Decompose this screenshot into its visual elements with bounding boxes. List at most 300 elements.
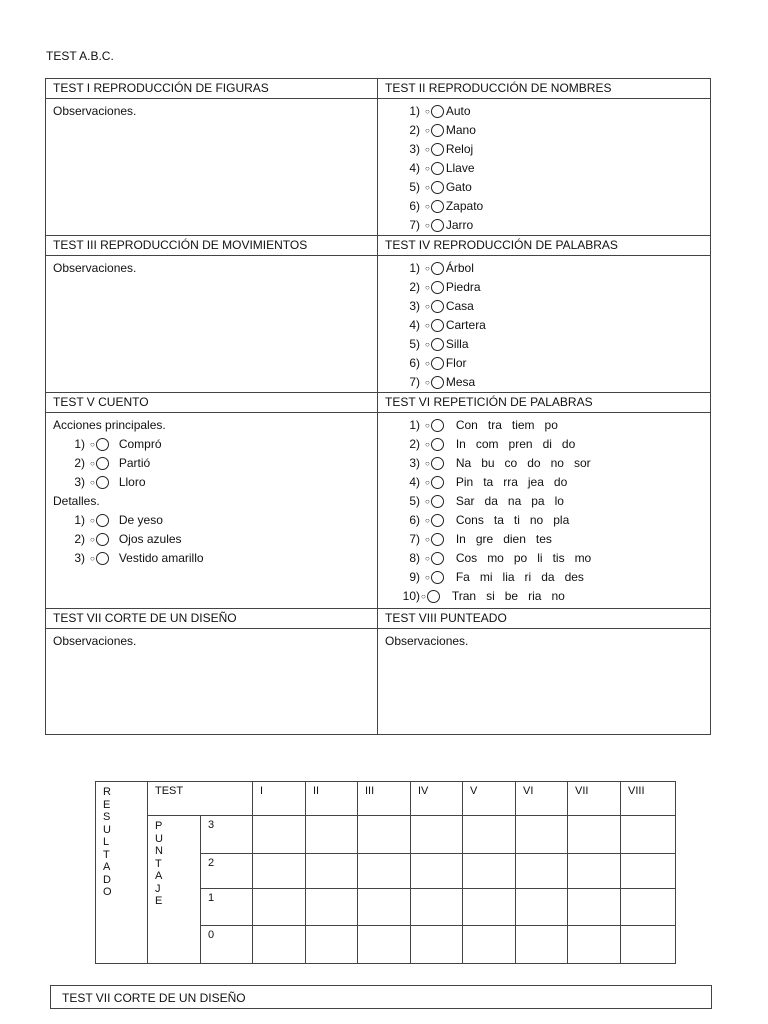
- test-5-header: TEST V CUENTO: [46, 393, 378, 413]
- resultado-letter: O: [103, 886, 112, 898]
- test-7-header: TEST VII CORTE DE UN DISEÑO: [46, 609, 378, 629]
- test-column-header: IV: [411, 782, 463, 816]
- item-number: 4): [409, 318, 420, 332]
- item-number: 2): [409, 280, 420, 294]
- large-circle-icon[interactable]: [96, 457, 109, 470]
- test-column-header: I: [253, 782, 306, 816]
- syllable: In: [455, 437, 466, 451]
- puntaje-letter: N: [155, 845, 163, 857]
- syllable: rra: [503, 475, 518, 489]
- item-word: Ojos azules: [118, 532, 182, 546]
- item-number: 7): [409, 375, 420, 389]
- score-cell[interactable]: [463, 926, 516, 964]
- item-number: 7): [409, 532, 420, 546]
- small-circle-icon[interactable]: ○: [425, 421, 430, 430]
- syllable: Sar: [455, 494, 475, 508]
- answer-bubbles: [425, 354, 444, 373]
- small-circle-icon[interactable]: ○: [425, 440, 430, 449]
- item-word: Mano: [445, 123, 476, 137]
- syllable: ri: [524, 570, 532, 584]
- syllables: [456, 530, 552, 549]
- test-3-observaciones: Observaciones.: [46, 256, 378, 393]
- syllables: [452, 587, 565, 606]
- item-number: 2): [409, 123, 420, 137]
- list-item: [378, 454, 710, 473]
- syllable: pla: [553, 513, 570, 527]
- large-circle-icon[interactable]: [431, 281, 444, 294]
- large-circle-icon[interactable]: [431, 124, 444, 137]
- small-circle-icon[interactable]: ○: [425, 535, 430, 544]
- small-circle-icon[interactable]: ○: [425, 554, 430, 563]
- list-item: [46, 511, 377, 530]
- item-word: Compró: [118, 437, 162, 451]
- list-item: [378, 492, 710, 511]
- list-item: [46, 454, 377, 473]
- resultado-letter: A: [103, 861, 111, 873]
- syllable: tra: [487, 418, 502, 432]
- syllable: Tran: [451, 589, 477, 603]
- answer-bubbles: [425, 549, 444, 568]
- small-circle-icon[interactable]: ○: [425, 321, 430, 330]
- small-circle-icon[interactable]: ○: [425, 340, 430, 349]
- large-circle-icon[interactable]: [431, 300, 444, 313]
- list-item: [378, 297, 710, 316]
- list-item: [378, 140, 710, 159]
- list-item: [378, 316, 710, 335]
- large-circle-icon[interactable]: [431, 262, 444, 275]
- puntaje-letter: P: [155, 820, 163, 832]
- score-cell[interactable]: [568, 889, 621, 926]
- item-number: 4): [409, 161, 420, 175]
- test-2-cell: [378, 99, 711, 236]
- small-circle-icon[interactable]: ○: [425, 283, 430, 292]
- syllable: po: [513, 551, 528, 565]
- list-item: [378, 587, 710, 606]
- answer-bubbles: [90, 530, 109, 549]
- item-number: 1): [409, 418, 420, 432]
- answer-bubbles: [425, 568, 444, 587]
- syllables: [456, 416, 558, 435]
- small-circle-icon[interactable]: ○: [90, 440, 95, 449]
- large-circle-icon[interactable]: [431, 181, 444, 194]
- answer-bubbles: [425, 102, 444, 121]
- item-word: Jarro: [445, 218, 474, 232]
- syllable: do: [561, 437, 576, 451]
- small-circle-icon[interactable]: ○: [90, 535, 95, 544]
- item-word: Reloj: [445, 142, 474, 156]
- list-item: [46, 473, 377, 492]
- small-circle-icon[interactable]: ○: [425, 126, 430, 135]
- syllables: [456, 568, 584, 587]
- answer-bubbles: [425, 278, 444, 297]
- score-cell[interactable]: [253, 926, 306, 964]
- item-word: Cartera: [445, 318, 486, 332]
- syllable: ti: [513, 513, 520, 527]
- resultado-letter: R: [103, 786, 111, 798]
- list-item: [378, 335, 710, 354]
- small-circle-icon[interactable]: ○: [425, 302, 430, 311]
- item-word: Flor: [445, 356, 467, 370]
- list-item: [378, 568, 710, 587]
- resultado-letter: U: [103, 823, 111, 836]
- syllable: mi: [479, 570, 493, 584]
- small-circle-icon[interactable]: ○: [425, 202, 430, 211]
- item-word: Llave: [445, 161, 475, 175]
- item-word: Lloro: [118, 475, 146, 489]
- answer-bubbles: [425, 435, 444, 454]
- score-cell[interactable]: [306, 854, 358, 889]
- item-word: Gato: [445, 180, 472, 194]
- score-cell[interactable]: [463, 889, 516, 926]
- large-circle-icon[interactable]: [431, 319, 444, 332]
- small-circle-icon[interactable]: ○: [425, 459, 430, 468]
- item-word: Silla: [445, 337, 469, 351]
- syllable: des: [564, 570, 584, 584]
- answer-bubbles: [425, 121, 444, 140]
- test-column-header: V: [463, 782, 516, 816]
- syllable: Fa: [455, 570, 470, 584]
- item-word: Partió: [118, 456, 151, 470]
- test-8-header: TEST VIII PUNTEADO: [378, 609, 711, 629]
- score-cell[interactable]: [253, 816, 306, 854]
- syllable: si: [486, 589, 495, 603]
- acciones-label: Acciones principales.: [53, 418, 166, 432]
- item-number: 3): [409, 142, 420, 156]
- answer-bubbles: [90, 473, 109, 492]
- item-number: 8): [409, 551, 420, 565]
- test-6-cell: [378, 413, 711, 609]
- puntaje-letter: J: [155, 882, 161, 895]
- item-number: 1): [409, 104, 420, 118]
- list-item: [378, 159, 710, 178]
- answer-bubbles: [421, 587, 440, 606]
- answer-bubbles: [90, 511, 109, 530]
- syllable: do: [553, 475, 568, 489]
- answer-bubbles: [425, 259, 444, 278]
- document-title: TEST A.B.C.: [46, 49, 114, 63]
- large-circle-icon[interactable]: [431, 514, 444, 527]
- answer-bubbles: [425, 511, 444, 530]
- small-circle-icon[interactable]: ○: [421, 592, 426, 601]
- large-circle-icon[interactable]: [431, 438, 444, 451]
- syllable: Cons: [455, 513, 484, 527]
- resultado-vertical-label: [96, 782, 148, 964]
- answer-bubbles: [425, 178, 444, 197]
- syllable: lo: [554, 494, 564, 508]
- score-cell[interactable]: [358, 854, 411, 889]
- answer-bubbles: [425, 216, 444, 235]
- syllable: mo: [574, 551, 592, 565]
- small-circle-icon[interactable]: ○: [425, 378, 430, 387]
- large-circle-icon[interactable]: [431, 457, 444, 470]
- score-cell[interactable]: [621, 854, 676, 889]
- list-item: [46, 549, 377, 568]
- small-circle-icon[interactable]: ○: [425, 359, 430, 368]
- syllables: [456, 473, 567, 492]
- large-circle-icon[interactable]: [96, 514, 109, 527]
- syllable: li: [537, 551, 543, 565]
- palabras-list: [378, 256, 710, 392]
- list-item: [378, 102, 710, 121]
- test-8-observaciones: Observaciones.: [378, 629, 711, 735]
- test-4-cell: [378, 256, 711, 393]
- score-cell[interactable]: [306, 926, 358, 964]
- small-circle-icon[interactable]: ○: [425, 264, 430, 273]
- item-word: Auto: [445, 104, 471, 118]
- syllable: pren: [508, 437, 533, 451]
- syllable: ria: [528, 589, 542, 603]
- small-circle-icon[interactable]: ○: [90, 516, 95, 525]
- small-circle-icon[interactable]: ○: [90, 554, 95, 563]
- item-word: De yeso: [118, 513, 163, 527]
- score-cell[interactable]: [568, 854, 621, 889]
- item-number: 3): [74, 551, 85, 565]
- syllable: com: [475, 437, 499, 451]
- syllable: da: [484, 494, 498, 508]
- large-circle-icon[interactable]: [431, 552, 444, 565]
- item-number: 6): [409, 513, 420, 527]
- results-table: [95, 781, 676, 964]
- repeticion-list: [378, 413, 710, 606]
- syllable: In: [455, 532, 466, 546]
- resultado-letter: D: [103, 873, 111, 886]
- score-cell[interactable]: [568, 926, 621, 964]
- acciones-list: [46, 435, 377, 492]
- test-column-header: VII: [568, 782, 621, 816]
- small-circle-icon[interactable]: ○: [425, 145, 430, 154]
- test-1-observaciones: Observaciones.: [46, 99, 378, 236]
- score-value: 0: [201, 926, 253, 964]
- score-cell[interactable]: [463, 854, 516, 889]
- test-grid: [45, 78, 711, 735]
- syllable: gre: [475, 532, 494, 546]
- syllable: jea: [527, 475, 544, 489]
- list-item: [378, 121, 710, 140]
- large-circle-icon[interactable]: [431, 105, 444, 118]
- score-cell[interactable]: [411, 926, 463, 964]
- small-circle-icon[interactable]: ○: [425, 164, 430, 173]
- item-number: 6): [409, 199, 420, 213]
- syllable: no: [551, 589, 565, 603]
- puntaje-letter: E: [155, 895, 163, 907]
- list-item: [378, 178, 710, 197]
- syllable: bu: [481, 456, 495, 470]
- puntaje-letter: U: [155, 832, 163, 845]
- syllable: tis: [552, 551, 565, 565]
- small-circle-icon[interactable]: ○: [90, 478, 95, 487]
- score-cell[interactable]: [516, 816, 568, 854]
- syllable: mo: [487, 551, 504, 565]
- test-column-header: VI: [516, 782, 568, 816]
- answer-bubbles: [425, 159, 444, 178]
- large-circle-icon[interactable]: [431, 571, 444, 584]
- large-circle-icon[interactable]: [431, 162, 444, 175]
- score-cell[interactable]: [621, 926, 676, 964]
- large-circle-icon[interactable]: [431, 219, 444, 232]
- list-item: [378, 549, 710, 568]
- test-7-observaciones: Observaciones.: [46, 629, 378, 735]
- score-cell[interactable]: [411, 854, 463, 889]
- item-number: 9): [409, 570, 420, 584]
- item-word: Vestido amarillo: [118, 551, 204, 565]
- small-circle-icon[interactable]: ○: [425, 497, 430, 506]
- syllables: [456, 511, 569, 530]
- answer-bubbles: [425, 454, 444, 473]
- syllable: Pin: [455, 475, 474, 489]
- answer-bubbles: [425, 530, 444, 549]
- large-circle-icon[interactable]: [431, 476, 444, 489]
- large-circle-icon[interactable]: [431, 338, 444, 351]
- test-column-header: III: [358, 782, 411, 816]
- large-circle-icon[interactable]: [96, 552, 109, 565]
- small-circle-icon[interactable]: ○: [425, 573, 430, 582]
- small-circle-icon[interactable]: ○: [425, 478, 430, 487]
- list-item: [378, 511, 710, 530]
- answer-bubbles: [425, 492, 444, 511]
- score-cell[interactable]: [411, 889, 463, 926]
- syllable: sor: [573, 456, 591, 470]
- answer-bubbles: [425, 473, 444, 492]
- answer-bubbles: [425, 297, 444, 316]
- list-item: [378, 473, 710, 492]
- syllable: no: [529, 513, 544, 527]
- list-item: [378, 530, 710, 549]
- nombres-list: [378, 99, 710, 235]
- answer-bubbles: [425, 373, 444, 392]
- test-column-header: II: [306, 782, 358, 816]
- score-cell[interactable]: [463, 816, 516, 854]
- answer-bubbles: [90, 454, 109, 473]
- item-number: 3): [409, 456, 420, 470]
- item-number: 5): [409, 494, 420, 508]
- list-item: [378, 197, 710, 216]
- test-column-label: TEST: [148, 782, 253, 816]
- resultado-letter: T: [103, 848, 110, 861]
- item-number: 5): [409, 337, 420, 351]
- test-3-header: TEST III REPRODUCCIÓN DE MOVIMIENTOS: [46, 236, 378, 256]
- score-cell[interactable]: [516, 889, 568, 926]
- item-word: Mesa: [445, 375, 476, 389]
- list-item: [46, 435, 377, 454]
- large-circle-icon[interactable]: [96, 476, 109, 489]
- syllable: lia: [502, 570, 515, 584]
- small-circle-icon[interactable]: ○: [425, 183, 430, 192]
- answer-bubbles: [90, 549, 109, 568]
- item-number: 2): [74, 532, 85, 546]
- score-cell[interactable]: [253, 889, 306, 926]
- item-number: 3): [74, 475, 85, 489]
- score-cell[interactable]: [358, 816, 411, 854]
- syllables: [456, 492, 564, 511]
- score-cell[interactable]: [358, 889, 411, 926]
- item-number: 1): [74, 437, 85, 451]
- syllable: Con: [455, 418, 478, 432]
- syllable: pa: [531, 494, 545, 508]
- large-circle-icon[interactable]: [431, 419, 444, 432]
- large-circle-icon[interactable]: [431, 200, 444, 213]
- small-circle-icon[interactable]: ○: [90, 459, 95, 468]
- syllable: ta: [493, 513, 504, 527]
- item-word: Árbol: [445, 261, 474, 275]
- score-value: 1: [201, 889, 253, 926]
- score-cell[interactable]: [411, 816, 463, 854]
- resultado-letter: L: [103, 836, 110, 848]
- syllable: po: [544, 418, 558, 432]
- small-circle-icon[interactable]: ○: [425, 107, 430, 116]
- large-circle-icon[interactable]: [96, 438, 109, 451]
- item-number: 7): [409, 218, 420, 232]
- answer-bubbles: [425, 140, 444, 159]
- score-cell[interactable]: [621, 889, 676, 926]
- item-number: 2): [409, 437, 420, 451]
- score-cell[interactable]: [568, 816, 621, 854]
- syllable: do: [527, 456, 541, 470]
- large-circle-icon[interactable]: [431, 376, 444, 389]
- small-circle-icon[interactable]: ○: [425, 221, 430, 230]
- score-cell[interactable]: [253, 854, 306, 889]
- syllable: no: [550, 456, 564, 470]
- large-circle-icon[interactable]: [431, 143, 444, 156]
- small-circle-icon[interactable]: ○: [425, 516, 430, 525]
- test-4-header: TEST IV REPRODUCCIÓN DE PALABRAS: [378, 236, 711, 256]
- large-circle-icon[interactable]: [431, 357, 444, 370]
- syllable: Cos: [455, 551, 478, 565]
- test-5-cell: [46, 413, 378, 609]
- score-cell[interactable]: [621, 816, 676, 854]
- item-word: Zapato: [445, 199, 484, 213]
- score-cell[interactable]: [516, 854, 568, 889]
- item-word: Casa: [445, 299, 474, 313]
- syllable: be: [504, 589, 519, 603]
- item-number: 6): [409, 356, 420, 370]
- list-item: [378, 278, 710, 297]
- test-column-header: VIII: [621, 782, 676, 816]
- syllable: Na: [455, 456, 472, 470]
- large-circle-icon[interactable]: [427, 590, 440, 603]
- list-item: [378, 373, 710, 392]
- detalles-label: Detalles.: [53, 494, 100, 508]
- syllables: [456, 549, 591, 568]
- score-cell[interactable]: [306, 889, 358, 926]
- score-cell[interactable]: [306, 816, 358, 854]
- item-number: 10): [402, 589, 420, 603]
- large-circle-icon[interactable]: [431, 495, 444, 508]
- answer-bubbles: [90, 435, 109, 454]
- syllable: da: [541, 570, 555, 584]
- answer-bubbles: [425, 416, 444, 435]
- large-circle-icon[interactable]: [431, 533, 444, 546]
- puntaje-letter: T: [155, 857, 162, 870]
- syllable: ta: [483, 475, 494, 489]
- syllables: [456, 435, 575, 454]
- answer-bubbles: [425, 197, 444, 216]
- score-cell[interactable]: [516, 926, 568, 964]
- resultado-letter: S: [103, 811, 111, 823]
- large-circle-icon[interactable]: [96, 533, 109, 546]
- list-item: [378, 435, 710, 454]
- puntaje-letter: A: [155, 870, 163, 882]
- test-2-header: TEST II REPRODUCCIÓN DE NOMBRES: [378, 79, 711, 99]
- item-number: 1): [409, 261, 420, 275]
- item-word: Piedra: [445, 280, 481, 294]
- test-7-footer-box: TEST VII CORTE DE UN DISEÑO: [50, 985, 712, 1009]
- score-cell[interactable]: [358, 926, 411, 964]
- answer-bubbles: [425, 316, 444, 335]
- item-number: 3): [409, 299, 420, 313]
- list-item: [378, 216, 710, 235]
- list-item: [46, 530, 377, 549]
- item-number: 4): [409, 475, 420, 489]
